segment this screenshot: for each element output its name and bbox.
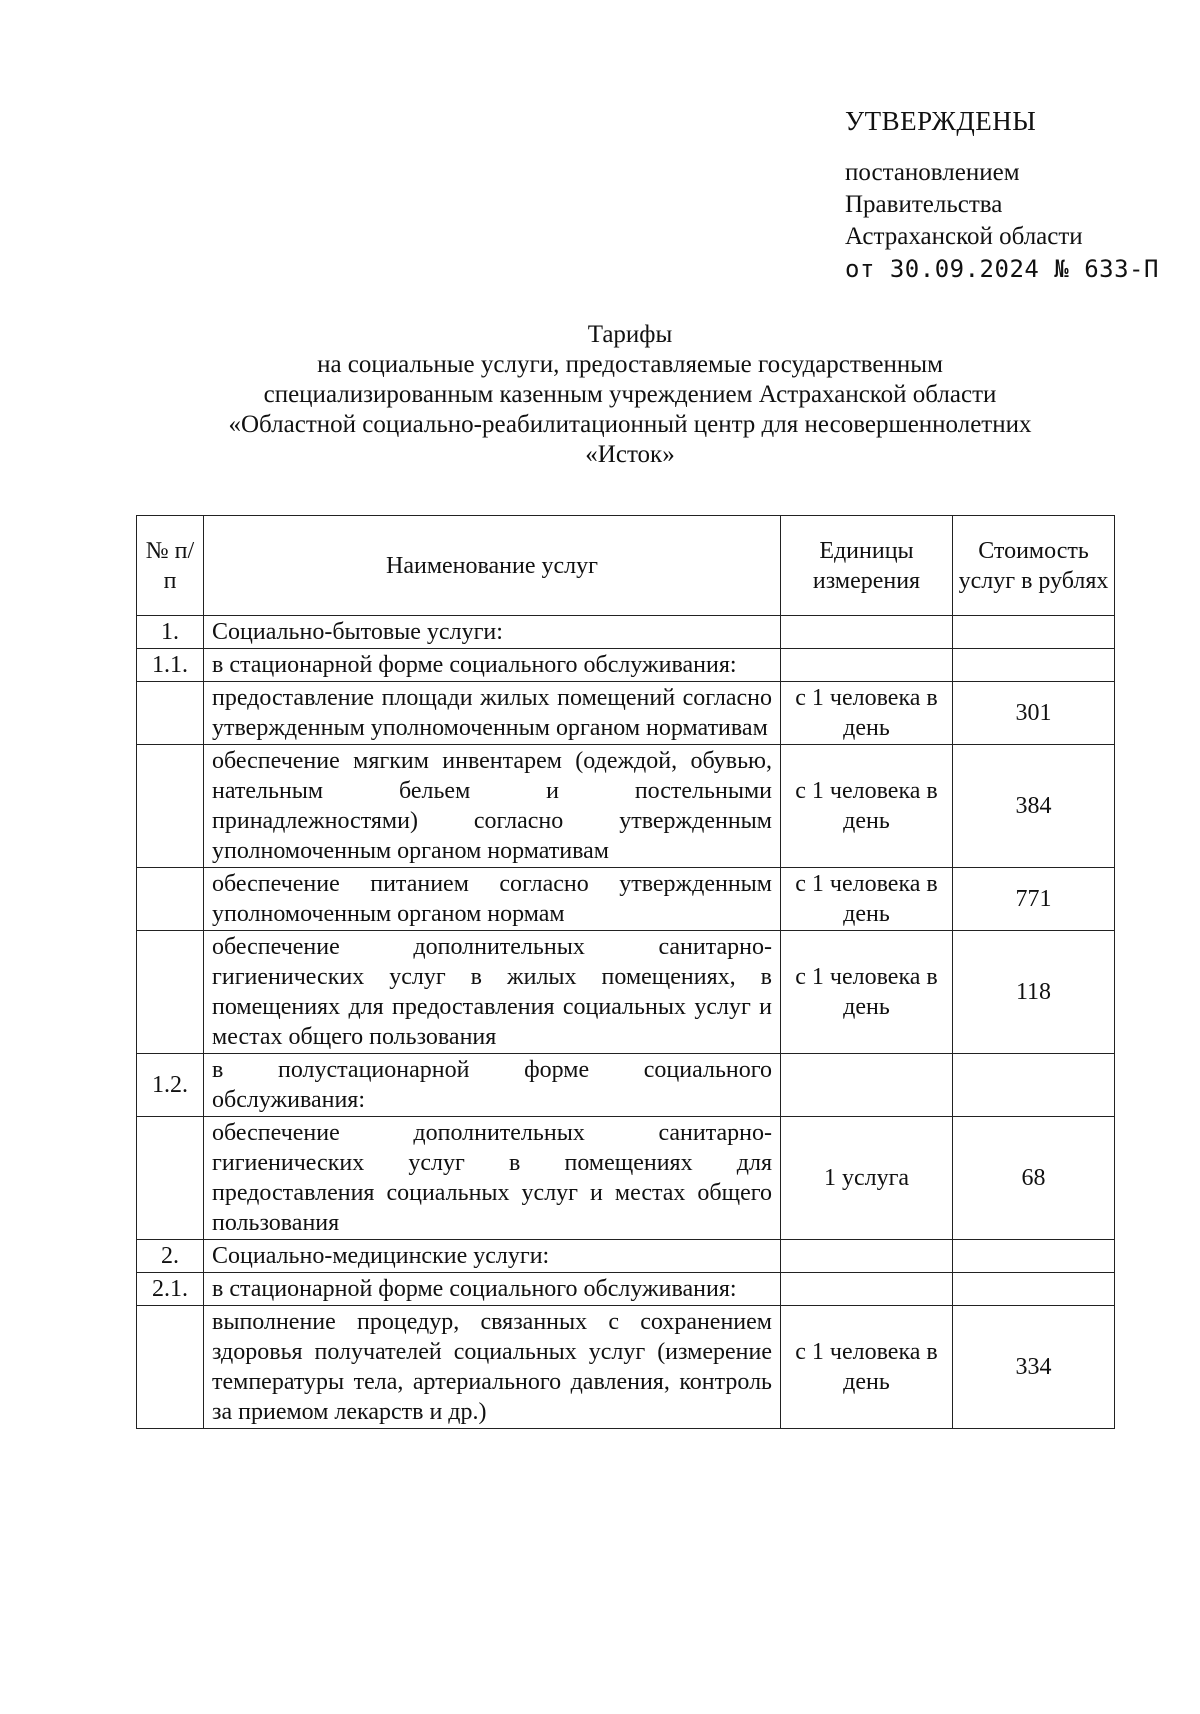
cell-price — [953, 1054, 1115, 1117]
cell-num — [137, 682, 204, 745]
cell-unit: с 1 человека в день — [781, 931, 953, 1054]
cell-name: обеспечение мягким инвентарем (одеждой, обувью, нательным бельем и постельными принадлежностями) согласно утвержденным уполномоченным органом нормативам — [204, 745, 781, 868]
approval-heading: УТВЕРЖДЕНЫ — [845, 106, 1037, 136]
cell-num: 2.1. — [137, 1273, 204, 1306]
header-price: Стоимость услуг в рублях — [953, 516, 1115, 616]
header-name: Наименование услуг — [204, 516, 781, 616]
table-row — [137, 1240, 1115, 1273]
table-row — [137, 931, 1115, 1054]
cell-unit — [781, 616, 953, 649]
table-row — [137, 682, 1115, 745]
cell-name: обеспечение дополнительных санитарно-гигиенических услуг в помещениях для предоставления социальных услуг и местах общего пользования — [204, 1117, 781, 1240]
tariffs-table — [136, 515, 1115, 1429]
cell-num — [137, 745, 204, 868]
approval-date-line: от 30.09.2024 № 633-П — [845, 255, 1159, 283]
cell-name: в стационарной форме социального обслуживания: — [204, 1273, 781, 1306]
document-title — [140, 320, 1120, 470]
table-row — [137, 1273, 1115, 1306]
title-line-2: на социальные услуги, предоставляемые государственным — [317, 351, 943, 378]
cell-price: 301 — [953, 682, 1115, 745]
cell-unit — [781, 1273, 953, 1306]
cell-num — [137, 931, 204, 1054]
cell-unit — [781, 1240, 953, 1273]
approval-line-1: постановлением — [845, 159, 1020, 186]
cell-name: обеспечение дополнительных санитарно-гигиенических услуг в жилых помещениях, в помещениях для предоставления социальных услуг и местах общего пользования — [204, 931, 781, 1054]
cell-price: 771 — [953, 868, 1115, 931]
cell-unit: 1 услуга — [781, 1117, 953, 1240]
cell-price — [953, 1240, 1115, 1273]
cell-name: в стационарной форме социального обслуживания: — [204, 649, 781, 682]
table-row — [137, 1117, 1115, 1240]
cell-num — [137, 868, 204, 931]
title-line-1: Тарифы — [587, 321, 673, 348]
table-header-row — [137, 516, 1115, 616]
header-unit: Единицы измерения — [781, 516, 953, 616]
cell-unit — [781, 1054, 953, 1117]
table-body — [137, 616, 1115, 1429]
cell-unit: с 1 человека в день — [781, 682, 953, 745]
table-row — [137, 649, 1115, 682]
table-row — [137, 868, 1115, 931]
cell-num: 1. — [137, 616, 204, 649]
cell-num: 1.1. — [137, 649, 204, 682]
cell-name: в полустационарной форме социального обслуживания: — [204, 1054, 781, 1117]
cell-price: 68 — [953, 1117, 1115, 1240]
cell-unit: с 1 человека в день — [781, 868, 953, 931]
cell-price: 334 — [953, 1306, 1115, 1429]
cell-name: выполнение процедур, связанных с сохранением здоровья получателей социальных услуг (измерение температуры тела, артериального давления, контроль за приемом лекарств и др.) — [204, 1306, 781, 1429]
cell-price: 384 — [953, 745, 1115, 868]
table-row — [137, 745, 1115, 868]
cell-name: обеспечение питанием согласно утвержденным уполномоченным органом нормам — [204, 868, 781, 931]
cell-price — [953, 1273, 1115, 1306]
cell-price — [953, 649, 1115, 682]
cell-unit: с 1 человека в день — [781, 1306, 953, 1429]
approval-line-2: Правительства — [845, 191, 1003, 218]
title-line-3: специализированным казенным учреждением Астраханской области — [263, 381, 997, 408]
cell-num — [137, 1306, 204, 1429]
cell-num: 2. — [137, 1240, 204, 1273]
title-line-5: «Исток» — [585, 441, 675, 468]
table-row — [137, 1306, 1115, 1429]
approval-line-3: Астраханской области — [845, 223, 1083, 250]
title-line-4: «Областной социально-реабилитационный центр для несовершеннолетних — [228, 411, 1032, 438]
cell-unit: с 1 человека в день — [781, 745, 953, 868]
cell-price — [953, 616, 1115, 649]
approval-block — [845, 105, 1159, 285]
cell-price: 118 — [953, 931, 1115, 1054]
table-row — [137, 616, 1115, 649]
cell-num: 1.2. — [137, 1054, 204, 1117]
cell-num — [137, 1117, 204, 1240]
table-row — [137, 1054, 1115, 1117]
cell-name: предоставление площади жилых помещений согласно утвержденным уполномоченным органом нормативам — [204, 682, 781, 745]
cell-name: Социально-медицинские услуги: — [204, 1240, 781, 1273]
cell-unit — [781, 649, 953, 682]
cell-name: Социально-бытовые услуги: — [204, 616, 781, 649]
header-num: № п/п — [137, 516, 204, 616]
